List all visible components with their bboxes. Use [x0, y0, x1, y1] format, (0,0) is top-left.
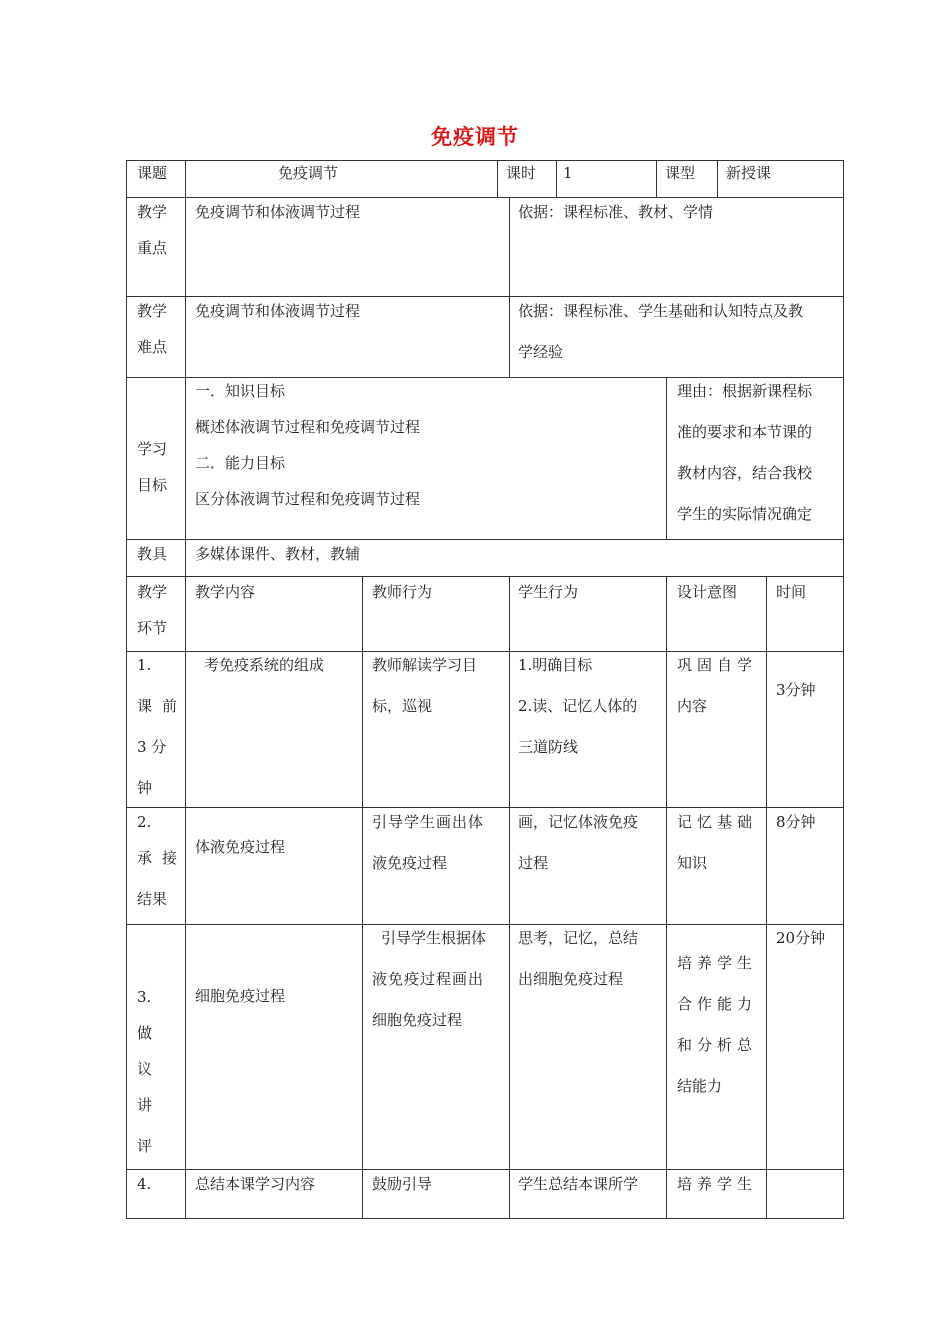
key-content: 免疫调节和体液调节过程: [195, 203, 361, 221]
topic-value: 免疫调节: [278, 164, 339, 182]
goal-reason-line: 准的要求和本节课的: [677, 423, 813, 441]
step3-student: 思考，记忆，总结: [518, 929, 639, 947]
goal-line: 区分体液调节过程和免疫调节过程: [195, 490, 421, 508]
step3-stage: 议: [137, 1060, 153, 1078]
step1-student: 三道防线: [518, 738, 579, 756]
step2-stage: 结果: [137, 890, 168, 908]
step3-teacher: 液免疫过程画出: [372, 970, 485, 988]
step3-stage: 讲: [137, 1096, 153, 1114]
step1-stage: 3 分: [137, 738, 167, 756]
header-stage-2: 环节: [137, 619, 168, 637]
step4-design: 培养学生: [677, 1175, 758, 1193]
step4-content: 总结本课学习内容: [195, 1175, 316, 1193]
step3-teacher: 引导学生根据体: [381, 929, 487, 947]
step1-student: 2.读、记忆人体的: [518, 697, 638, 715]
difficulty-content: 免疫调节和体液调节过程: [195, 302, 361, 320]
step1-teacher: 教师解读学习目: [372, 656, 478, 674]
header-stage-1: 教学: [137, 583, 168, 601]
difficulty-basis-2: 学经验: [518, 343, 564, 361]
step2-student: 画，记忆体液免疫: [518, 813, 639, 831]
header-student: 学生行为: [518, 583, 579, 601]
step2-stage: 2.: [137, 813, 152, 831]
hours-label: 课时: [506, 164, 537, 182]
step3-time: 20分钟: [776, 929, 826, 947]
step3-content: 细胞免疫过程: [195, 987, 286, 1005]
step2-teacher: 引导学生画出体: [372, 813, 485, 831]
step2-design: 记忆基础: [677, 813, 758, 831]
step2-content: 体液免疫过程: [195, 838, 286, 856]
step2-design: 知识: [677, 854, 708, 872]
step3-stage: 做: [137, 1024, 153, 1042]
step3-design: 培养学生: [677, 954, 758, 972]
step1-student: 1.明确目标: [518, 656, 593, 674]
step3-design: 和分析总: [677, 1036, 758, 1054]
step3-student: 出细胞免疫过程: [518, 970, 624, 988]
goal-line: 二．能力目标: [195, 454, 286, 472]
step1-design: 内容: [677, 697, 708, 715]
step3-teacher: 细胞免疫过程: [372, 1011, 463, 1029]
step1-teacher: 标，巡视: [372, 697, 433, 715]
goal-reason-line: 理由：根据新课程标: [677, 382, 813, 400]
step1-stage: 课 前: [137, 697, 177, 715]
step2-stage: 承 接: [137, 849, 177, 867]
goals-label-2: 目标: [137, 476, 168, 494]
goals-label-1: 学习: [137, 440, 168, 458]
step2-student: 过程: [518, 854, 549, 872]
goal-reason-line: 学生的实际情况确定: [677, 505, 813, 523]
difficulty-label-2: 难点: [137, 338, 168, 356]
header-design: 设计意图: [677, 583, 738, 601]
step2-teacher: 液免疫过程: [372, 854, 448, 872]
header-teacher: 教师行为: [372, 583, 433, 601]
key-basis: 依据：课程标准、教材、学情: [518, 203, 714, 221]
step1-stage: 钟: [137, 779, 153, 797]
step3-stage: 评: [137, 1137, 153, 1155]
step1-stage: 1.: [137, 656, 152, 674]
step3-stage: 3.: [137, 988, 152, 1006]
hours-value: 1: [563, 164, 573, 182]
page-title: 免疫调节: [431, 124, 519, 149]
header-time: 时间: [776, 583, 807, 601]
goal-reason-line: 教材内容，结合我校: [677, 464, 813, 482]
difficulty-basis-1: 依据：课程标准、学生基础和认知特点及教: [518, 302, 804, 320]
type-value: 新授课: [726, 164, 772, 182]
step4-student: 学生总结本课所学: [518, 1175, 639, 1193]
header-content: 教学内容: [195, 583, 256, 601]
step3-design: 合作能力: [677, 995, 758, 1013]
tools-value: 多媒体课件、教材，教辅: [195, 545, 361, 563]
type-label: 课型: [665, 164, 696, 182]
step4-teacher: 鼓励引导: [372, 1175, 433, 1193]
difficulty-label-1: 教学: [137, 302, 168, 320]
goal-line: 概述体液调节过程和免疫调节过程: [195, 418, 421, 436]
step4-stage: 4.: [137, 1175, 152, 1193]
key-label-2: 重点: [137, 239, 168, 257]
tools-label: 教具: [137, 545, 168, 563]
goal-line: 一．知识目标: [195, 382, 286, 400]
step1-design: 巩固自学: [677, 656, 758, 674]
step1-content: 考免疫系统的组成: [204, 656, 325, 674]
key-label-1: 教学: [137, 203, 168, 221]
topic-label: 课题: [137, 164, 168, 182]
step2-time: 8分钟: [776, 813, 816, 831]
step3-design: 结能力: [677, 1077, 723, 1095]
step1-time: 3分钟: [776, 681, 816, 699]
